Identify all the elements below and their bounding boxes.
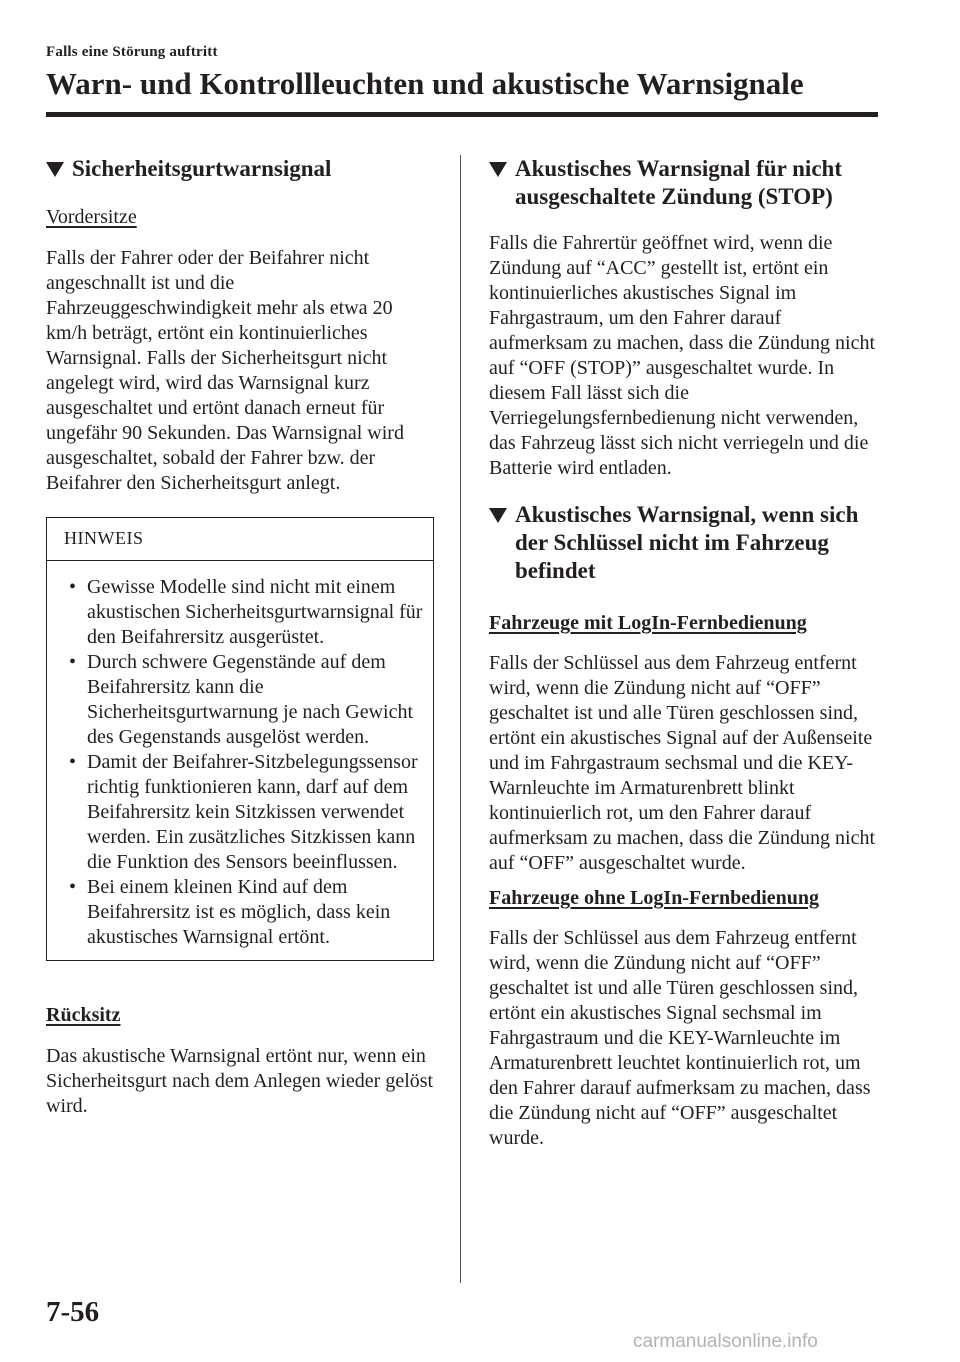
note-item xyxy=(63,875,423,950)
subheading-without-login: Fahrzeuge ohne LogIn-Fernbedienung xyxy=(489,887,820,909)
section-triangle-icon xyxy=(489,162,507,177)
note-list xyxy=(47,561,433,960)
section-heading-key-missing xyxy=(489,501,884,585)
note-item xyxy=(63,650,423,750)
page-title: Warn- und Kontrollleuchten und akustische Warnsignale xyxy=(46,66,804,101)
left-column xyxy=(46,155,434,1119)
section-heading-text: Akustisches Warnsignal, wenn sich der Schlüssel nicht im Fahrzeug befindet xyxy=(515,502,859,583)
section-heading-seatbelt xyxy=(46,155,434,183)
note-item-text: Gewisse Modelle sind nicht mit einem akustischen Sicherheitsgurtwarnsignal für den Beifahrersitz ausgerüstet. xyxy=(87,576,423,648)
note-item-text: Damit der Beifahrer-Sitzbelegungssensor richtig funktionieren kann, darf auf dem Beifahrersitz kein Sitzkissen verwendet werden. Ein zusätzliches Sitzkissen kann die Funktion des Sensors beeinflussen. xyxy=(87,751,418,873)
without-login-text: Falls der Schlüssel aus dem Fahrzeug entfernt wird, wenn die Zündung nicht auf “OFF” geschaltet ist und alle Türen geschlossen sind, ertönt ein akustisches Signal sechsmal im Fahrgastraum und die KEY-Warnleuchte im Armaturenbrett leuchtet kontinuierlich rot, um den Fahrer darauf aufmerksam zu machen, dass die Zündung nicht auf “OFF” ausgeschaltet wurde. xyxy=(489,927,871,1149)
section-heading-text: Akustisches Warnsignal für nicht ausgeschaltete Zündung (STOP) xyxy=(515,156,842,209)
with-login-text: Falls der Schlüssel aus dem Fahrzeug entfernt wird, wenn die Zündung nicht auf “OFF” geschaltet ist und alle Türen geschlossen sind, ertönt ein akustisches Signal auf der Außenseite und im Fahrgastraum sechsmal und die KEY-Warnleuchte im Armaturenbrett blinkt kontinuierlich rot, um den Fahrer darauf aufmerksam zu machen, dass die Zündung nicht auf “OFF” ausgeschaltet wurde. xyxy=(489,652,875,874)
section-heading-ignition xyxy=(489,155,884,211)
bullet-icon: • xyxy=(69,651,77,673)
front-seats-text: Falls der Fahrer oder der Beifahrer nicht angeschnallt ist und die Fahrzeuggeschwindigkeit mehr als etwa 20 km/h beträgt, ertönt ein kontinuierliches Warnsignal. Falls der Sicherheitsgurt nicht angelegt wird, wird das Warnsignal kurz ausgeschaltet und ertönt danach erneut für ungefähr 90 Sekunden. Das Warnsignal wird ausgeschaltet, sobald der Fahrer bzw. der Beifahrer den Sicherheitsgurt anlegt. xyxy=(46,247,404,494)
header-rule xyxy=(46,112,878,117)
watermark: carmanualsonline.info xyxy=(633,1331,818,1352)
note-item-text: Bei einem kleinen Kind auf dem Beifahrersitz ist es möglich, dass kein akustisches Warnsignal ertönt. xyxy=(87,876,391,948)
note-item xyxy=(63,750,423,875)
ignition-warning-text: Falls die Fahrertür geöffnet wird, wenn die Zündung auf “ACC” gestellt ist, ertönt ein kontinuierliches akustisches Signal im Fahrgastraum, um den Fahrer darauf aufmerksam zu machen, dass die Zündung nicht auf “OFF (STOP)” ausgeschaltet wurde. In diesem Fall lässt sich die Verriegelungsfernbedienung nicht verwenden, das Fahrzeug lässt sich nicht verriegeln und die Batterie wird entladen. xyxy=(489,232,875,479)
page-header xyxy=(46,44,878,103)
section-triangle-icon xyxy=(46,162,64,177)
note-title: HINWEIS xyxy=(47,518,433,561)
section-heading-text: Sicherheitsgurtwarnsignal xyxy=(72,156,332,181)
note-item xyxy=(63,575,423,650)
right-column xyxy=(489,155,884,1151)
bullet-icon: • xyxy=(69,751,77,773)
bullet-icon: • xyxy=(69,876,77,898)
note-box xyxy=(46,517,434,961)
bullet-icon: • xyxy=(69,576,77,598)
subheading-front-seats: Vordersitze xyxy=(46,206,137,228)
subheading-with-login: Fahrzeuge mit LogIn-Fernbedienung xyxy=(489,612,807,634)
rear-seat-text: Das akustische Warnsignal ertönt nur, wenn ein Sicherheitsgurt nach dem Anlegen wieder gelöst wird. xyxy=(46,1045,434,1117)
subheading-rear-seat: Rücksitz xyxy=(46,1004,121,1026)
note-item-text: Durch schwere Gegenstände auf dem Beifahrersitz kann die Sicherheitsgurtwarnung je nach Gewicht des Gegenstands ausgelöst werden. xyxy=(87,651,414,748)
page-number: 7-56 xyxy=(46,1296,100,1328)
section-triangle-icon xyxy=(489,508,507,523)
column-divider xyxy=(460,155,461,1283)
breadcrumb: Falls eine Störung auftritt xyxy=(46,44,218,60)
